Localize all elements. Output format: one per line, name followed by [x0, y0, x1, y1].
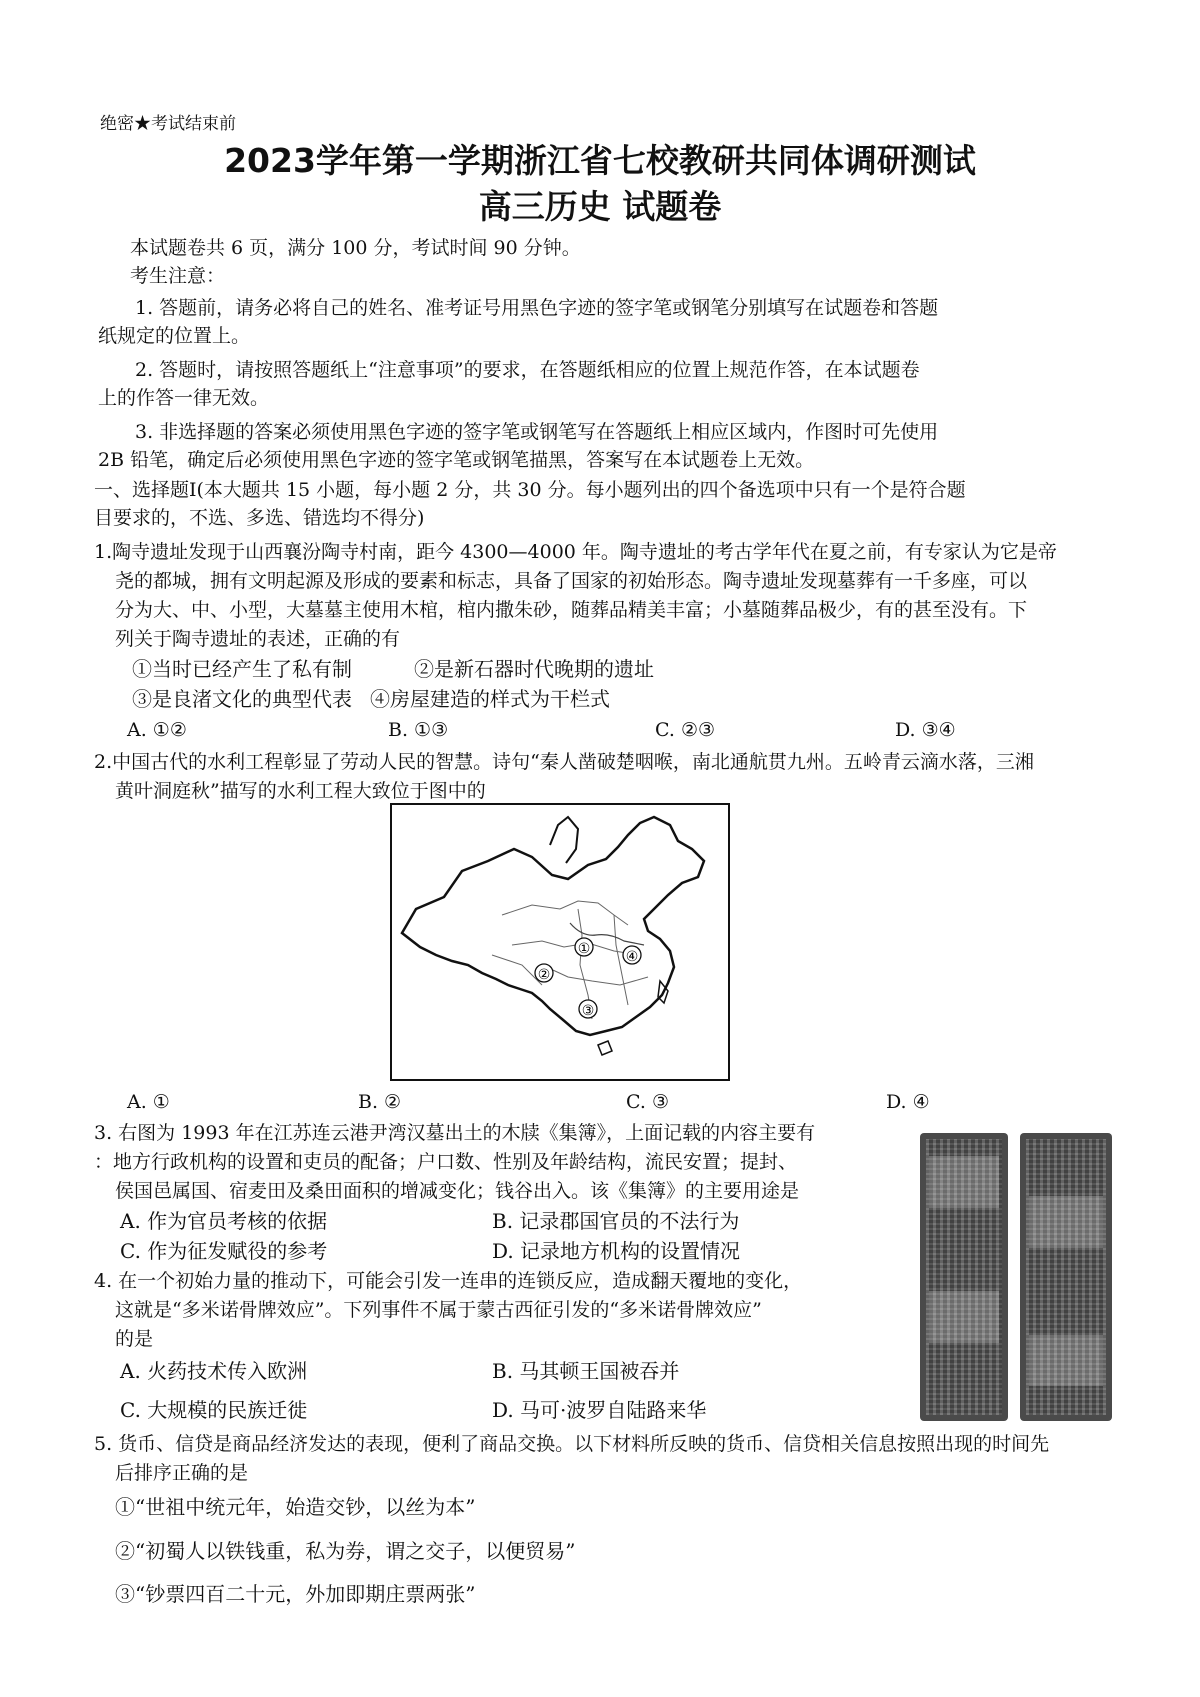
- q1-statement-1: ①当时已经产生了私有制: [132, 657, 352, 681]
- q1-statement-2: ②是新石器时代晚期的遗址: [414, 657, 654, 681]
- q3-option-b: B. 记录郡国官员的不法行为: [492, 1209, 740, 1233]
- q2-option-c: C. ③: [626, 1091, 669, 1113]
- q3-option-c: C. 作为征发赋役的参考: [120, 1239, 328, 1263]
- q1-option-d: D. ③④: [895, 719, 956, 741]
- q4-line-3: 的是: [115, 1328, 154, 1350]
- q1-option-a: A. ①②: [127, 719, 187, 741]
- map-label-1: ①: [577, 941, 591, 957]
- q2-option-b: B. ②: [358, 1091, 402, 1113]
- china-map: [390, 803, 730, 1081]
- q3-option-a: A. 作为官员考核的依据: [120, 1209, 328, 1233]
- q1-line-3: 分为大、中、小型，大墓墓主使用木棺，棺内撒朱砂，随葬品精美丰富；小墓随葬品极少，有的甚至没有。下: [115, 599, 1028, 621]
- q1-option-b: B. ①③: [388, 719, 449, 741]
- q4-option-d: D. 马可·波罗自陆路来华: [492, 1398, 707, 1422]
- q3-line-2: ：地方行政机构的设置和吏员的配备；户口数、性别及年龄结构，流民安置；提封、: [94, 1151, 798, 1173]
- notice-1-line-2: 纸规定的位置上。: [98, 325, 251, 347]
- page-title: 2023学年第一学期浙江省七校教研共同体调研测试: [224, 141, 976, 180]
- q4-line-1: 4. 在一个初始力量的推动下，可能会引发一连串的连锁反应，造成翻天覆地的变化，: [94, 1270, 803, 1292]
- q4-option-b: B. 马其顿王国被吞并: [492, 1359, 680, 1383]
- q2-option-d: D. ④: [886, 1091, 930, 1113]
- section-1-line-1: 一、选择题Ⅰ(本大题共 15 小题，每小题 2 分，共 30 分。每小题列出的四个备选项中只有一个是符合题: [94, 479, 966, 501]
- map-label-2: ②: [537, 967, 551, 983]
- notice-2-line-2: 上的作答一律无效。: [98, 387, 270, 409]
- q1-line-1: 1.陶寺遗址发现于山西襄汾陶寺村南，距今 4300—4000 年。陶寺遗址的考古学年代在夏之前，有专家认为它是帝: [94, 541, 1057, 563]
- q1-statement-3: ③是良渚文化的典型代表: [132, 687, 352, 711]
- map-label-4: ④: [625, 949, 639, 965]
- section-1-line-2: 目要求的，不选、多选、错选均不得分): [94, 507, 425, 529]
- page-subtitle: 高三历史 试题卷: [478, 187, 722, 226]
- q1-line-2: 尧的都城，拥有文明起源及形成的要素和标志，具备了国家的初始形态。陶寺遗址发现墓葬有一千多座，可以: [115, 570, 1028, 592]
- q1-option-c: C. ②③: [655, 719, 716, 741]
- q5-material-2: ②“初蜀人以铁钱重，私为券，谓之交子，以便贸易”: [115, 1539, 576, 1563]
- q4-line-2: 这就是“多米诺骨牌效应”。下列事件不属于蒙古西征引发的“多米诺骨牌效应”: [115, 1299, 762, 1321]
- q3-line-3: 侯国邑属国、宿麦田及桑田面积的增减变化；钱谷出入。该《集簿》的主要用途是: [115, 1180, 800, 1202]
- notice-3-line-2: 2B 铅笔，确定后必须使用黑色字迹的签字笔或钢笔描黑，答案写在本试题卷上无效。: [98, 449, 815, 471]
- wooden-slip-right: [1020, 1133, 1112, 1421]
- q4-option-a: A. 火药技术传入欧洲: [120, 1359, 308, 1383]
- china-map-outline: [392, 805, 728, 1079]
- q3-line-1: 3. 右图为 1993 年在江苏连云港尹湾汉墓出土的木牍《集簿》，上面记载的内容主要有: [94, 1122, 816, 1144]
- secret-tag: 绝密★考试结束前: [100, 114, 236, 134]
- q1-line-4: 列关于陶寺遗址的表述，正确的有: [115, 628, 401, 650]
- map-label-3: ③: [581, 1003, 595, 1019]
- notice-3-line-1: 3. 非选择题的答案必须使用黑色字迹的签字笔或钢笔写在答题纸上相应区域内，作图时可先使用: [135, 421, 939, 443]
- q2-line-1: 2.中国古代的水利工程彰显了劳动人民的智慧。诗句“秦人凿破楚咽喉，南北通航贯九州。五岭青云滴水落，三湘: [94, 751, 1034, 773]
- q1-statement-4: ④房屋建造的样式为干栏式: [370, 687, 610, 711]
- q2-option-a: A. ①: [127, 1091, 170, 1113]
- notice-2-line-1: 2. 答题时，请按照答题纸上“注意事项”的要求，在答题纸相应的位置上规范作答，在本试题卷: [135, 359, 920, 381]
- q5-material-1: ①“世祖中统元年，始造交钞，以丝为本”: [115, 1495, 476, 1519]
- q5-line-2: 后排序正确的是: [115, 1462, 249, 1484]
- q5-material-3: ③“钞票四百二十元，外加即期庄票两张”: [115, 1582, 476, 1606]
- notice-label: 考生注意：: [130, 265, 226, 287]
- q3-option-d: D. 记录地方机构的设置情况: [492, 1239, 741, 1263]
- q5-line-1: 5. 货币、信贷是商品经济发达的表现，便利了商品交换。以下材料所反映的货币、信贷相关信息按照出现的时间先: [94, 1433, 1050, 1455]
- wooden-slip-left: [920, 1133, 1008, 1421]
- exam-info: 本试题卷共 6 页，满分 100 分，考试时间 90 分钟。: [130, 237, 581, 259]
- notice-1-line-1: 1. 答题前，请务必将自己的姓名、准考证号用黑色字迹的签字笔或钢笔分别填写在试题卷和答题: [135, 297, 939, 319]
- q2-line-2: 黄叶洞庭秋”描写的水利工程大致位于图中的: [115, 780, 486, 802]
- q4-option-c: C. 大规模的民族迁徙: [120, 1398, 308, 1422]
